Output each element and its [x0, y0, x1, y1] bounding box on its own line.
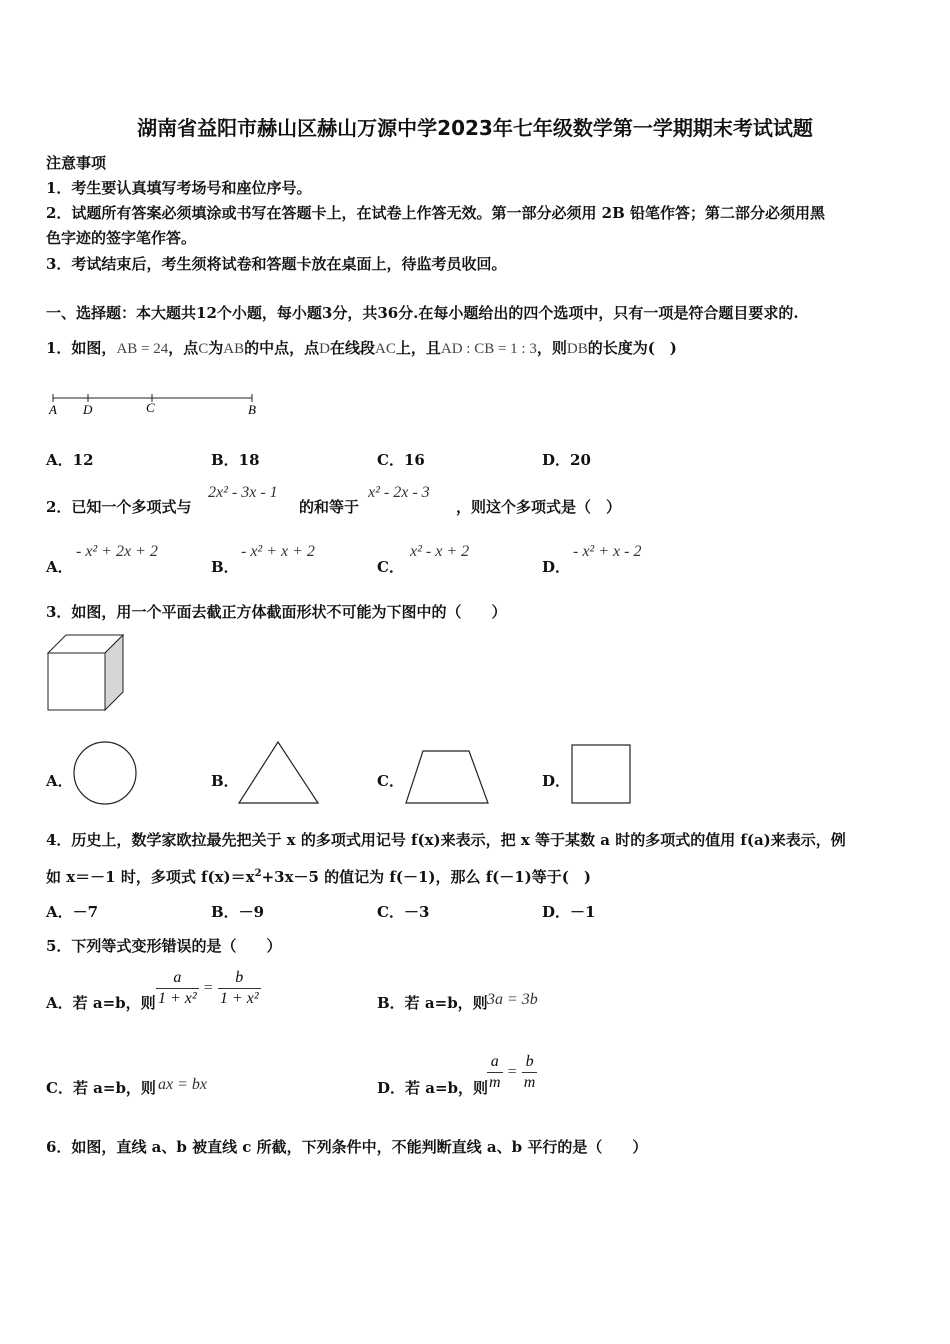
question-1	[46, 337, 677, 358]
question-4-line-1: 4．历史上，数学家欧拉最先把关于 x 的多项式用记号 f(x)来表示，把 x 等于某数 a 时的多项式的值用 f(a)来表示，例	[46, 831, 846, 849]
fraction	[522, 1052, 538, 1093]
q1-math-db: DB	[566, 341, 588, 357]
q1-math-ratio: AD : CB = 1 : 3	[440, 341, 537, 357]
question-5: 5．下列等式变形错误的是（ ）	[46, 937, 282, 955]
question-2-text-3: ，则这个多项式是（ ）	[456, 498, 622, 516]
notice-item-3: 3．考试结束后，考生须将试卷和答题卡放在桌面上，待监考员收回。	[46, 255, 507, 273]
question-4-line-2	[46, 866, 591, 887]
q4-option-a: A．－7	[46, 903, 99, 921]
q4-text: 如 x＝－1 时，多项式 f(x)＝x	[46, 868, 255, 886]
q1-text: ，点	[168, 339, 199, 357]
q5-option-a-math	[156, 968, 261, 1009]
q3-option-d-square	[570, 743, 634, 807]
q4-option-d: D．－1	[542, 903, 596, 921]
q2-option-d-label: D．	[542, 558, 571, 576]
q4-option-c: C．－3	[377, 903, 430, 921]
q5-option-c-text: C．若 a=b，则	[46, 1079, 156, 1097]
denominator: 1 + x²	[219, 990, 259, 1007]
q1-math-ab: AB = 24	[116, 341, 169, 357]
q4-option-b: B．－9	[211, 903, 265, 921]
q5-option-b-text: B．若 a=b，则	[377, 994, 488, 1012]
q1-math-ab2: AB	[223, 341, 245, 357]
q2-math-2: x² - 2x - 3	[368, 484, 430, 501]
point-label-b: B	[248, 402, 256, 417]
notice-item-2-cont: 色字迹的签字笔作答。	[46, 229, 197, 247]
q5-option-a-text: A．若 a=b，则	[46, 994, 156, 1012]
q1-label: 1．如图，	[46, 339, 117, 357]
numerator: b	[522, 1052, 538, 1073]
fraction	[218, 968, 261, 1009]
q1-text: ，则	[536, 339, 567, 357]
q2-option-a-math: - x² + 2x + 2	[76, 543, 158, 560]
q1-math-c: C	[198, 341, 209, 357]
q3-option-b-label: B．	[211, 772, 239, 790]
point-label-a: A	[49, 402, 57, 417]
q1-text: 在线段	[329, 339, 375, 357]
q3-option-b-triangle	[237, 740, 321, 806]
q1-text: 为	[208, 339, 224, 357]
denominator: m	[523, 1074, 536, 1091]
q2-math-1: 2x² - 3x - 1	[208, 484, 278, 501]
numerator: b	[218, 968, 261, 989]
q1-option-a: A．12	[46, 451, 94, 469]
denominator: 1 + x²	[158, 990, 197, 1007]
q2-option-b-math: - x² + x + 2	[241, 543, 315, 560]
q3-option-a-label: A．	[46, 772, 73, 790]
cube-front-face	[48, 653, 105, 710]
q2-option-c-math: x² - x + 2	[410, 543, 470, 560]
q1-segment-figure	[46, 388, 266, 422]
fraction	[487, 1052, 503, 1093]
page-title: 湖南省益阳市赫山区赫山万源中学2023年七年级数学第一学期期末考试试题	[137, 116, 813, 140]
q5-option-d-math	[487, 1052, 537, 1093]
denominator: m	[489, 1074, 501, 1091]
notice-heading: 注意事项	[46, 154, 107, 172]
q3-option-c-label: C．	[377, 772, 404, 790]
equals-sign: =	[507, 1063, 517, 1081]
section-heading: 一、选择题：本大题共12个小题，每小题3分，共36分.在每小题给出的四个选项中，只有一项是符合题目要求的.	[46, 304, 799, 322]
notice-item-1: 1．考生要认真填写考场号和座位序号。	[46, 179, 312, 197]
cube-figure	[46, 633, 128, 713]
q1-math-ac: AC	[375, 341, 396, 357]
q1-option-b: B．18	[211, 451, 260, 469]
question-2-text-2: 的和等于	[299, 498, 360, 516]
q2-option-b-label: B．	[211, 558, 239, 576]
q1-text: 的中点，点	[244, 339, 320, 357]
numerator: a	[156, 968, 199, 989]
q1-math-d: D	[319, 341, 330, 357]
q3-option-c-trapezoid	[404, 748, 492, 806]
q1-option-d: D．20	[542, 451, 591, 469]
q2-option-d-math: - x² + x - 2	[573, 543, 642, 560]
fraction	[156, 968, 199, 1009]
question-3: 3．如图，用一个平面去截正方体截面形状不可能为下图中的（ ）	[46, 603, 507, 621]
notice-item-2: 2．试题所有答案必须填涂或书写在答题卡上，在试卷上作答无效。第一部分必须用 2B 铅笔作答；第二部分必须用黑	[46, 204, 826, 222]
question-2-text-1: 2．已知一个多项式与	[46, 498, 192, 516]
triangle-shape	[239, 742, 318, 803]
point-label-c: C	[146, 400, 155, 415]
q1-option-c: C．16	[377, 451, 425, 469]
equals-sign: =	[203, 979, 213, 997]
question-6: 6．如图，直线 a、b 被直线 c 所截，下列条件中，不能判断直线 a、b 平行的是（ ）	[46, 1138, 648, 1156]
trapezoid-shape	[406, 751, 488, 803]
q5-option-c-math: ax = bx	[158, 1076, 207, 1093]
point-label-d: D	[83, 402, 93, 417]
q2-option-c-label: C．	[377, 558, 404, 576]
q3-option-d-label: D．	[542, 772, 571, 790]
circle-shape	[74, 742, 136, 804]
q1-text: 的长度为( )	[587, 339, 677, 357]
q5-option-d-text: D．若 a=b，则	[377, 1079, 489, 1097]
q3-option-a-circle	[72, 740, 138, 806]
q1-text: 上，且	[395, 339, 441, 357]
square-shape	[572, 745, 630, 803]
q4-superscript: 2	[254, 868, 262, 879]
q2-option-a-label: A．	[46, 558, 73, 576]
q4-text: +3x－5 的值记为 f(－1)，那么 f(－1)等于( )	[261, 868, 591, 886]
numerator: a	[487, 1052, 503, 1073]
q5-option-b-math: 3a = 3b	[487, 991, 538, 1008]
